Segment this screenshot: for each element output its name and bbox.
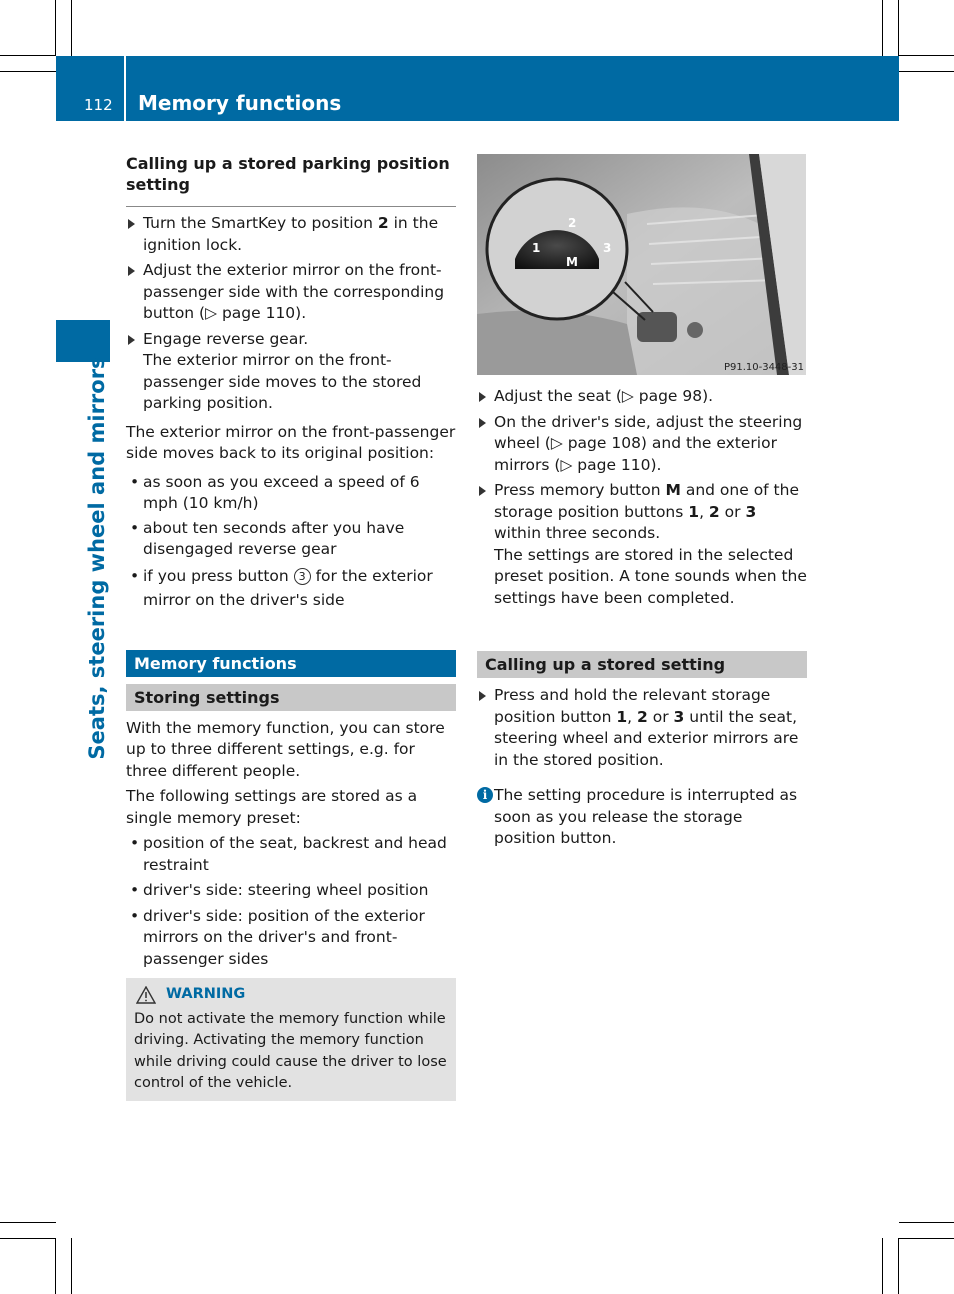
button-number-badge: 3	[294, 568, 311, 585]
crop-mark	[899, 55, 954, 56]
header-divider	[124, 56, 126, 121]
crop-mark	[0, 1238, 56, 1239]
crop-mark	[899, 71, 954, 72]
step-arrow-icon	[128, 266, 135, 276]
step-adjust-wheel: On the driver's side, adjust the steering wheel (▷ page 108) and the exterior mirrors (▷ page 110).	[477, 412, 807, 477]
step-arrow-icon	[479, 392, 486, 402]
right-column	[477, 386, 807, 850]
memory-button-3: 3	[603, 241, 612, 255]
step-press-hold: Press and hold the relevant storage position button 1, 2 or 3 until the seat, steering wheel and exterior mirrors are in the stored position.	[477, 685, 807, 771]
bullet-item: • driver's side: steering wheel position	[130, 881, 429, 899]
bullet-item: • as soon as you exceed a speed of 6 mph (10 km/h)	[130, 472, 420, 512]
crop-mark	[882, 1238, 883, 1294]
step-arrow-icon	[479, 691, 486, 701]
crop-mark	[55, 0, 56, 56]
step-arrow-icon	[128, 219, 135, 229]
warning-title: WARNING	[134, 984, 448, 1006]
crop-mark	[898, 0, 899, 56]
info-icon: i	[477, 787, 493, 803]
crop-mark	[0, 1222, 56, 1223]
warning-box	[126, 978, 456, 1101]
bullet-item: • if you press button 3 for the exterior mirror on the driver's side	[130, 566, 433, 609]
crop-mark	[71, 0, 72, 56]
bullet-item: • position of the seat, backrest and head restraint	[130, 834, 447, 874]
step-arrow-icon	[479, 418, 486, 428]
crop-mark	[882, 0, 883, 56]
seat-photo-svg	[477, 154, 806, 375]
crop-mark	[0, 55, 56, 56]
storing-settings-bar: Storing settings	[126, 684, 456, 711]
calling-stored-setting-bar: Calling up a stored setting	[477, 651, 807, 678]
crop-mark	[55, 1238, 56, 1294]
crop-mark	[71, 1238, 72, 1294]
memory-functions-bar: Memory functions	[126, 650, 456, 677]
step-press-memory: Press memory button M and one of the storage position buttons 1, 2 or 3 within three seconds. The settings are stored in the selected preset position. A tone sounds when the settings have been completed.	[477, 480, 807, 609]
step-result: The exterior mirror on the front-passenger side moves to the stored parking position.	[143, 351, 422, 412]
memory-button-m: M	[566, 255, 578, 269]
storing-paragraph: With the memory function, you can store up to three different settings, e.g. for three different people.	[126, 718, 445, 780]
heading-rule	[126, 206, 456, 207]
step-smartkey: Turn the SmartKey to position 2 in the ignition lock.	[126, 213, 456, 256]
bullet-item: • about ten seconds after you have disengaged reverse gear	[130, 518, 405, 558]
memory-button-1: 1	[532, 241, 541, 255]
seat-memory-photo	[477, 154, 806, 375]
storing-paragraph: The following settings are stored as a single memory preset:	[126, 787, 418, 827]
crop-mark	[899, 1238, 954, 1239]
side-chapter-label: Seats, steering wheel and mirrors	[85, 356, 109, 760]
left-column	[126, 153, 456, 1101]
warning-text: Do not activate the memory function while driving. Activating the memory function while driving could cause the driver to lose control of the vehicle.	[134, 1010, 447, 1091]
return-paragraph: The exterior mirror on the front-passenger side moves back to its original position:	[126, 422, 456, 462]
bullet-item: • driver's side: position of the exterior mirrors on the driver's and front-passenger sides	[130, 906, 425, 968]
crop-mark	[0, 71, 56, 72]
page-number: 112	[84, 96, 113, 114]
parking-heading: Calling up a stored parking position setting	[126, 154, 450, 194]
info-note: i The setting procedure is interrupted as soon as you release the storage position button.	[477, 785, 807, 850]
step-reverse-gear: Engage reverse gear. The exterior mirror on the front-passenger side moves to the stored parking position.	[126, 329, 456, 415]
crop-mark	[898, 1238, 899, 1294]
step-arrow-icon	[479, 486, 486, 496]
step-arrow-icon	[128, 335, 135, 345]
warning-triangle-icon	[136, 986, 156, 1004]
photo-code: P91.10-3448-31	[723, 362, 804, 373]
memory-button-2: 2	[568, 216, 577, 230]
step-result: The settings are stored in the selected preset position. A tone sounds when the settings have been completed.	[494, 545, 807, 607]
header-title: Memory functions	[138, 91, 342, 115]
step-adjust-seat: Adjust the seat (▷ page 98).	[477, 386, 807, 408]
crop-mark	[899, 1222, 954, 1223]
step-adjust-mirror: Adjust the exterior mirror on the front-passenger side with the corresponding button (▷ page 110).	[126, 260, 456, 325]
